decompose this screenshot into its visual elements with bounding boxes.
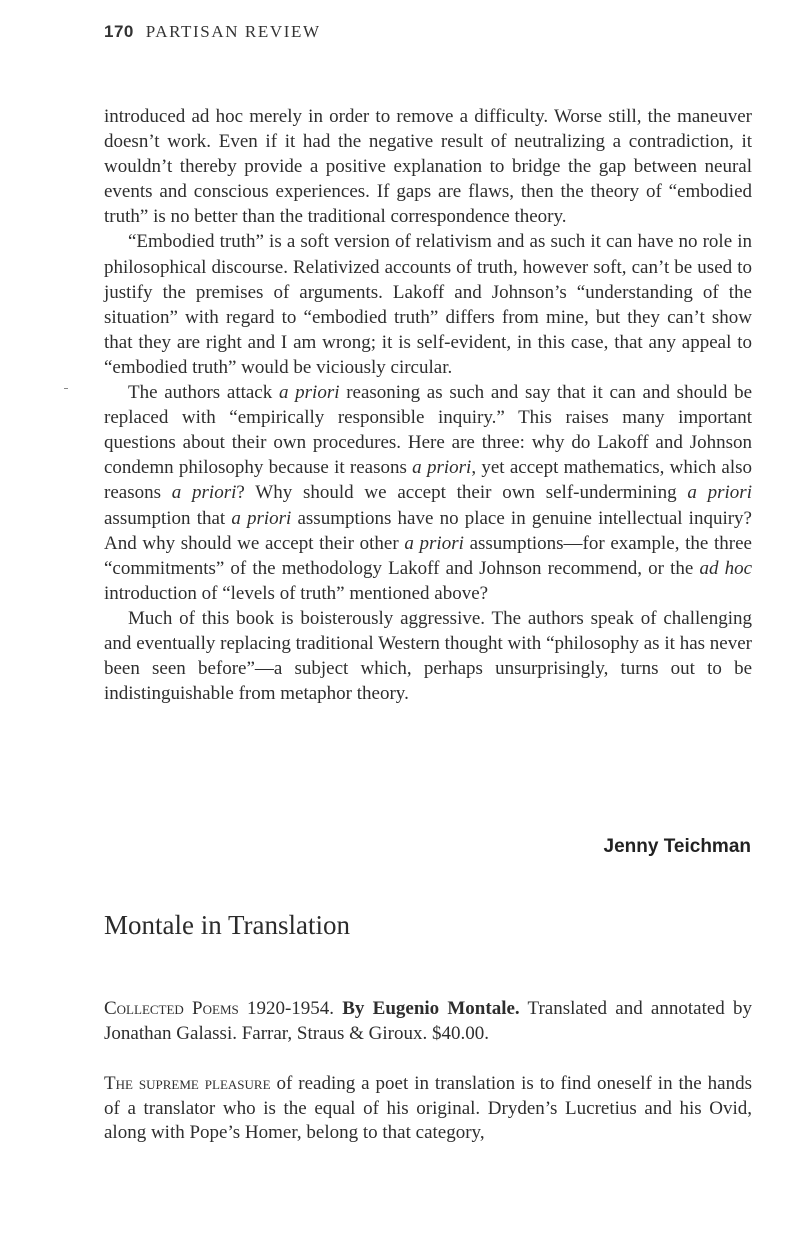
text-run: introduction of “levels of truth” mentioned above? (104, 582, 489, 604)
paragraph-4: Much of this book is boisterously aggressive. The authors speak of challenging and eventually replacing traditional Western thought with “philosophy as it has never been seen before”—a subject which, perhaps unsurprisingly, turns out to be indistinguishable from metaphor theory. (104, 607, 752, 705)
journal-name: PARTISAN REVIEW (145, 22, 321, 41)
book-title: Collected Poems 1920-1954. (104, 998, 335, 1019)
paragraph-3 (104, 380, 752, 606)
text-run: assumptions—for example, the three “commitments” of the methodology Lakoff and Johnson recommend, or the (104, 532, 752, 579)
page-number: 170 (104, 22, 134, 41)
italic-run: a priori (278, 382, 340, 404)
text-run: assumption that (104, 507, 232, 529)
paragraph-1: introduced ad hoc merely in order to remove a difficulty. Worse still, the maneuver doesn’t work. Even if it had the negative result of neutralizing a contradiction, it wouldn’t thereby provide a positive explanation to bridge the gap between neural events and conscious experiences. If gaps are flaws, then the theory of “embodied truth” is no better than the traditional correspondence theory. (104, 106, 752, 228)
review-opening (104, 1072, 752, 1146)
book-details: Translated and annotated by Jonathan Galassi. Farrar, Straus & Giroux. $40.00. (104, 998, 753, 1044)
section-title: Montale in Translation (104, 910, 351, 940)
text-run: ? Why should we accept their own self-undermining (236, 482, 688, 504)
book-author: By Eugenio Montale. (342, 998, 520, 1019)
text-run: The authors attack (128, 382, 279, 404)
margin-mark (64, 388, 68, 389)
italic-run: a priori (231, 507, 292, 529)
paragraph-2: “Embodied truth” is a soft version of relativism and as such it can have no role in philosophical discourse. Relativized accounts of truth, however soft, can’t be used to justify the premises of arguments. Lakoff and Johnson’s “understanding of the situation” with regard to “embodied truth” differs from mine, but they can’t show that they are right and I am wrong; it is self-evident, in this case, that any appeal to “embodied truth” would be viciously circular. (104, 231, 752, 378)
text-run: reasoning as such and say that it can and should be replaced with “empirically responsible inquiry.” This raises many important questions about their own procedures. Here are three: why do Lakoff and Johnson condemn philosophy because it reasons (104, 382, 752, 479)
text-run: , yet accept mathematics, which also reasons (104, 457, 752, 504)
italic-run: a priori (171, 482, 237, 504)
italic-run: a priori (412, 457, 472, 479)
italic-run: a priori (687, 482, 752, 504)
opening-text: of reading a poet in translation is to find oneself in the hands of a translator who is the equal of his original. Dryden’s Lucretius and his Ovid, along with Pope’s Homer, belong to that category, (104, 1073, 753, 1143)
italic-run: ad hoc (699, 557, 752, 579)
italic-run: a priori (404, 532, 464, 554)
review-body (104, 104, 752, 706)
text-run: assumptions have no place in genuine intellectual inquiry? And why should we accept their other (104, 507, 752, 554)
lead-in: The supreme pleasure (104, 1073, 271, 1094)
book-info (104, 996, 752, 1046)
running-head (104, 22, 321, 42)
reviewer-signature: Jenny Teichman (603, 836, 751, 857)
